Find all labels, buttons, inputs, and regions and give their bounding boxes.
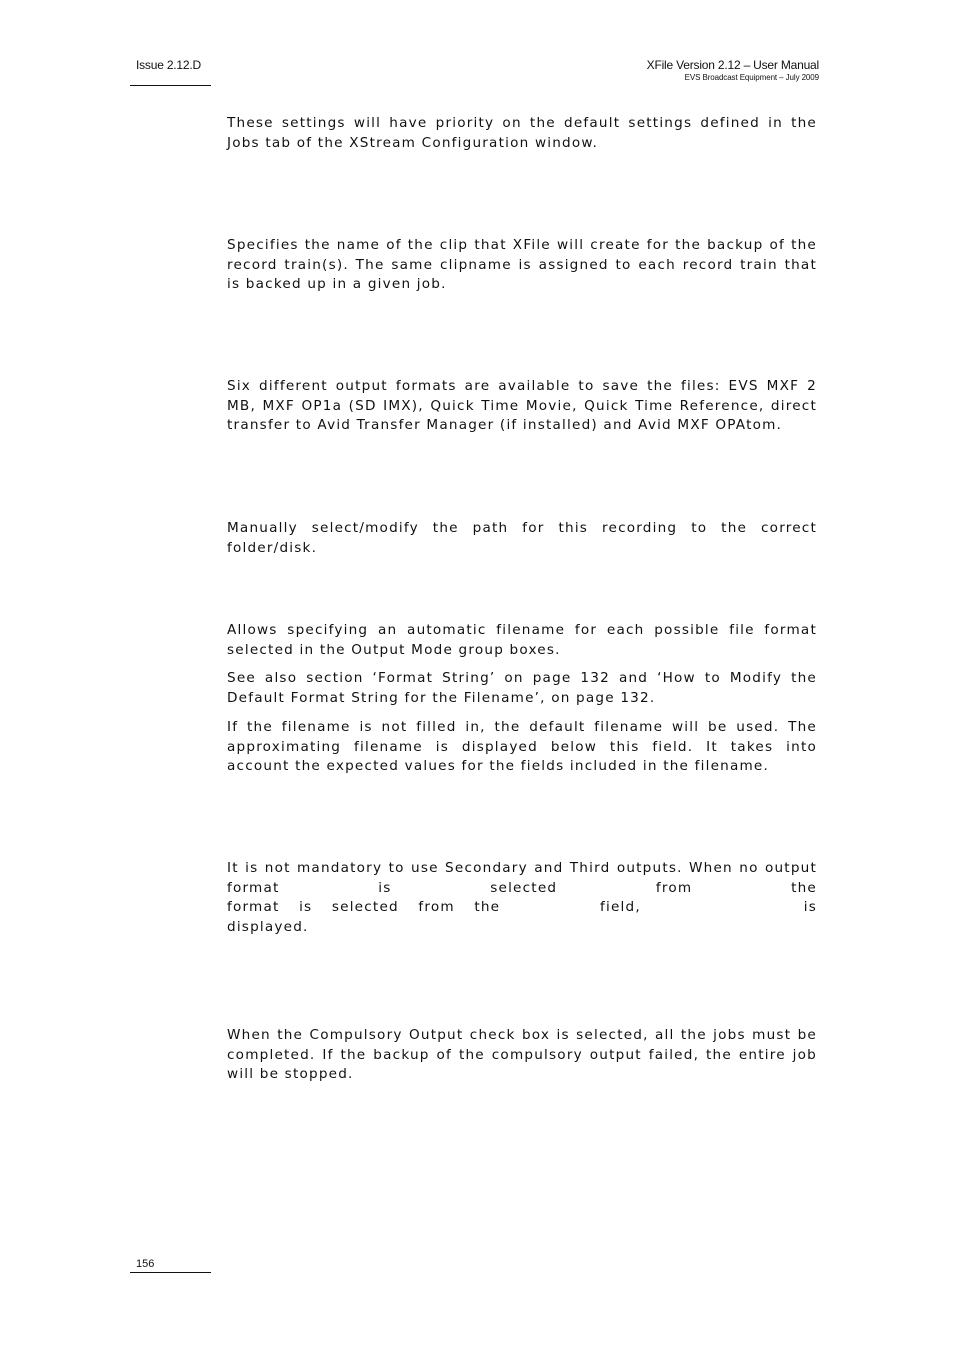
header-divider (130, 85, 211, 86)
manual-title: XFile Version 2.12 – User Manual (646, 58, 819, 72)
paragraph-path: Manually select/modify the path for this recording to the correct folder/disk. (227, 520, 817, 556)
paragraph-default-filename: If the filename is not filled in, the default filename will be used. The approximating filename is displayed below this field. It takes into account the expected values for the fields included in the filename. (227, 719, 817, 775)
optional-outputs-is-word: is (803, 899, 817, 916)
paragraph-compulsory-output: When the Compulsory Output check box is selected, all the jobs must be completed. If the backup of the compulsory output failed, the entire job will be stopped. (227, 1027, 817, 1083)
page-number: 156 (136, 1258, 155, 1270)
paragraph-clipname: Specifies the name of the clip that XFile will create for the backup of the record train(s). The same clipname is assigned to each record train that is backed up in a given job. (227, 237, 817, 293)
footer-divider (130, 1272, 211, 1273)
optional-outputs-line-2-start: format is selected from the (227, 899, 501, 916)
document-header (647, 58, 819, 83)
paragraph-filename: Allows specifying an automatic filename for each possible file format selected in the Output Mode group boxes. (227, 622, 817, 658)
optional-outputs-line-1: It is not mandatory to use Secondary and Third outputs. When no output format is selected from the (227, 860, 817, 896)
optional-outputs-line-3: displayed. (227, 918, 309, 935)
paragraph-output-formats: Six different output formats are available to save the files: EVS MXF 2 MB, MXF OP1a (SD IMX), Quick Time Movie, Quick Time Reference, direct transfer to Avid Transfer Manager (if installed) and Avid MXF OPAtom. (227, 378, 817, 434)
paragraph-see-also: See also section ‘Format String’ on page 132 and ‘How to Modify the Default Format String for the Filename’, on page 132. (227, 670, 817, 706)
optional-outputs-line-2 (227, 898, 817, 918)
issue-label: Issue 2.12.D (136, 58, 201, 72)
paragraph-optional-outputs (227, 859, 817, 937)
optional-outputs-field-word: field, (600, 899, 641, 916)
paragraph-priority-note: These settings will have priority on the default settings defined in the Jobs tab of the XStream Configuration window. (227, 115, 817, 151)
manual-subtitle: EVS Broadcast Equipment – July 2009 (684, 73, 819, 82)
